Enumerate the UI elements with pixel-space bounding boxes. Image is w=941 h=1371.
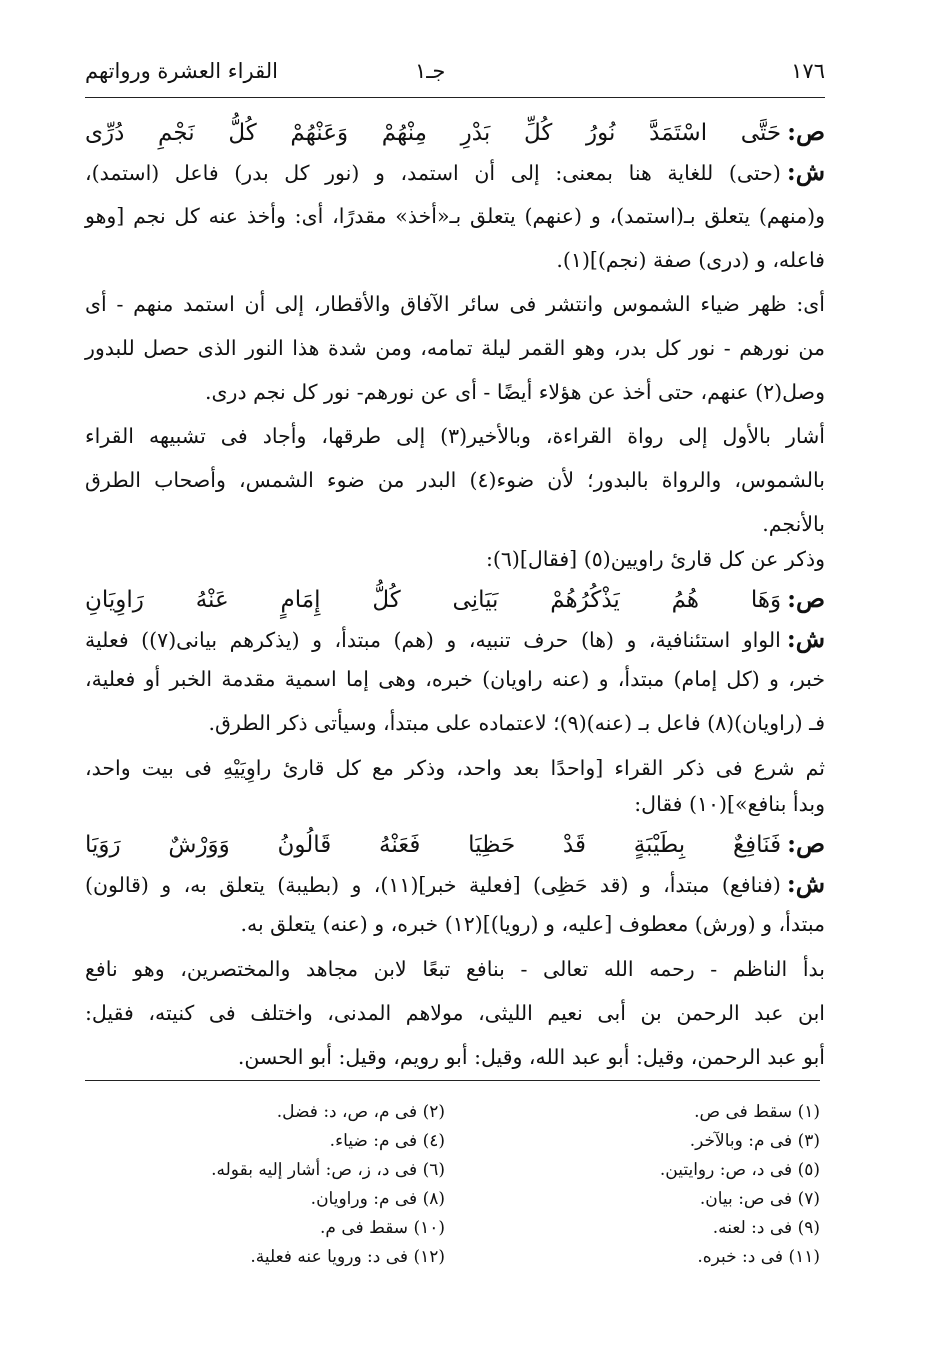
text-line bbox=[85, 504, 825, 544]
line-marker: ص: bbox=[787, 117, 825, 146]
line-text: بدأ الناظم - رحمه الله تعالى - بنافع تبعًا لابن مجاهد والمختصرين، وهو نافع bbox=[85, 957, 825, 981]
footnote: (١٢) فى د: ورويا عنه فعلية. bbox=[250, 1247, 445, 1267]
verse-line bbox=[85, 824, 825, 864]
footnote: (١) سقط فى ص. bbox=[694, 1102, 820, 1122]
line-text: الواو استئنافية، و (ها) حرف تنبيه، و (هم) مبتدأ، و (يذكرهم بيانى(٧)) فعلية bbox=[85, 628, 781, 652]
line-text: وذكر عن كل قارئ راويين(٥) [فقال](٦): bbox=[485, 547, 825, 571]
text-line bbox=[85, 904, 825, 944]
text-line bbox=[85, 539, 825, 579]
volume-label: جـ١ bbox=[415, 59, 446, 83]
line-marker: ص: bbox=[787, 829, 825, 858]
footnote: (٣) فى م: وبالآخر. bbox=[689, 1131, 820, 1151]
text-line bbox=[85, 703, 825, 743]
line-text: (حتى) للغاية هنا بمعنى: إلى أن استمد، و (نور كل بدر) فاعل (استمد)، bbox=[85, 161, 781, 185]
text-line bbox=[85, 416, 825, 456]
text-line bbox=[85, 784, 825, 824]
footnote: (٨) فى م: وراويان. bbox=[310, 1189, 445, 1209]
line-text: فـ (راويان)(٨) فاعل بـ (عنه)(٩)؛ لاعتماده على مبتدأ، وسيأتى ذكر الطرق. bbox=[208, 711, 825, 735]
text-line bbox=[85, 196, 825, 236]
line-text: فَنَافِعٌ بِطَيْبَةٍ قَدْ حَظِيَا فَعَنْهُ قَالُونُ وَوَرْشٌ رَوَيَا bbox=[85, 832, 782, 858]
text-line bbox=[85, 152, 825, 192]
text-line bbox=[85, 284, 825, 324]
line-marker: ش: bbox=[786, 157, 825, 186]
line-text: وصل(٢) عنهم، حتى أخذ عن هؤلاء أيضًا - أى عن نورهم- نور كل نجم درى. bbox=[204, 380, 825, 404]
text-line bbox=[85, 1037, 825, 1077]
line-marker: ش: bbox=[786, 869, 825, 898]
line-text: أبو عبد الرحمن، وقيل: أبو عبد الله، وقيل: أبو رويم، وقيل: أبو الحسن. bbox=[237, 1045, 825, 1069]
footnote: (١٠) سقط فى م. bbox=[320, 1218, 445, 1238]
page-number: ١٧٦ bbox=[791, 59, 825, 83]
text-line bbox=[85, 240, 825, 280]
line-text: أشار بالأول إلى رواة القراءة، وبالأخير(٣) إلى طرقها، وأجاد فى تشبيهه القراء bbox=[85, 424, 825, 448]
line-text: من نورهم - نور كل بدر، وهو القمر ليلة تمامه، ومن شدة هذا النور الذى حصل للبدور bbox=[85, 336, 825, 360]
line-marker: ص: bbox=[787, 584, 825, 613]
text-line bbox=[85, 993, 825, 1033]
line-text: فاعله، و (درى) صفة (نجم)](١). bbox=[556, 248, 825, 272]
line-marker: ش: bbox=[786, 624, 825, 653]
verse-line bbox=[85, 112, 825, 152]
page-header bbox=[85, 55, 825, 93]
line-text: ثم شرع فى ذكر القراء [واحدًا بعد واحد، وذكر مع كل قارئ راوِيَيْهِ فى بيت واحد، bbox=[85, 756, 825, 780]
line-text: أى: ظهر ضياء الشموس وانتشر فى سائر الآفاق والأقطار، إلى أن استمد منهم - أى bbox=[85, 292, 825, 316]
text-line bbox=[85, 619, 825, 659]
line-text: خبر، و (كل إمام) مبتدأ، و (عنه راويان) خبره، وهى إما اسمية مقدمة الخبر أو فعلية، bbox=[85, 667, 825, 691]
text-line bbox=[85, 659, 825, 699]
line-text: بالأنجم. bbox=[762, 512, 825, 536]
line-text: (فنافع) مبتدأ، و (قد حَظِى) [فعلية خبر](١١)، و (بطيبة) يتعلق به، و (قالون) bbox=[85, 873, 781, 897]
text-line bbox=[85, 864, 825, 904]
verse-line bbox=[85, 579, 825, 619]
line-text: حَتَّى اسْتَمَدَّ نُورُ كُلِّ بَدْرِ مِنْهُمْ وَعَنْهُمْ كُلُّ نَجْمِ دُرِّى bbox=[85, 120, 782, 146]
footnote: (٢) فى م، ص، د: فضل. bbox=[276, 1102, 445, 1122]
footnote: (٥) فى د، ص: روايتين. bbox=[659, 1160, 820, 1180]
line-text: و(منهم) يتعلق بـ(استمد)، و (عنهم) يتعلق بـ«أخذ» مقدرًا، أى: وأخذ عنه كل نجم [وهو bbox=[85, 204, 825, 228]
footnote-separator bbox=[85, 1080, 820, 1081]
footnote: (٧) فى ص: بيان. bbox=[699, 1189, 820, 1209]
footnote: (١١) فى د: خبره. bbox=[697, 1247, 820, 1267]
text-line bbox=[85, 372, 825, 412]
text-line bbox=[85, 748, 825, 788]
line-text: وبدأ بنافع»](١٠) فقال: bbox=[634, 792, 825, 816]
footnote: (٩) فى د: لعنه. bbox=[712, 1218, 820, 1238]
footnote: (٤) فى م: ضياء. bbox=[329, 1131, 445, 1151]
footnote: (٦) فى د، ز، ص: أشار إليه بقوله. bbox=[211, 1160, 445, 1180]
text-line bbox=[85, 949, 825, 989]
running-title: القراء العشرة ورواتهم bbox=[85, 59, 278, 83]
line-text: ابن عبد الرحمن بن أبى نعيم الليثى، مولاهم المدنى، واختلف فى كنيته، فقيل: bbox=[85, 1001, 825, 1025]
line-text: بالشموس، والرواة بالبدور؛ لأن ضوء(٤) البدر من ضوء الشمس، وأصحاب الطرق bbox=[85, 468, 825, 492]
line-text: مبتدأ، و (ورش) معطوف [عليه، و (رويا)](١٢) خبره، و (عنه) يتعلق به. bbox=[240, 912, 825, 936]
header-rule bbox=[85, 97, 825, 98]
text-line bbox=[85, 460, 825, 500]
line-text: وَهَا هُمُ يَذْكُرُهُمْ بَيَانِى كُلُّ إِمَامٍ عَنْهُ رَاوِيَانِ bbox=[85, 587, 782, 613]
text-line bbox=[85, 328, 825, 368]
